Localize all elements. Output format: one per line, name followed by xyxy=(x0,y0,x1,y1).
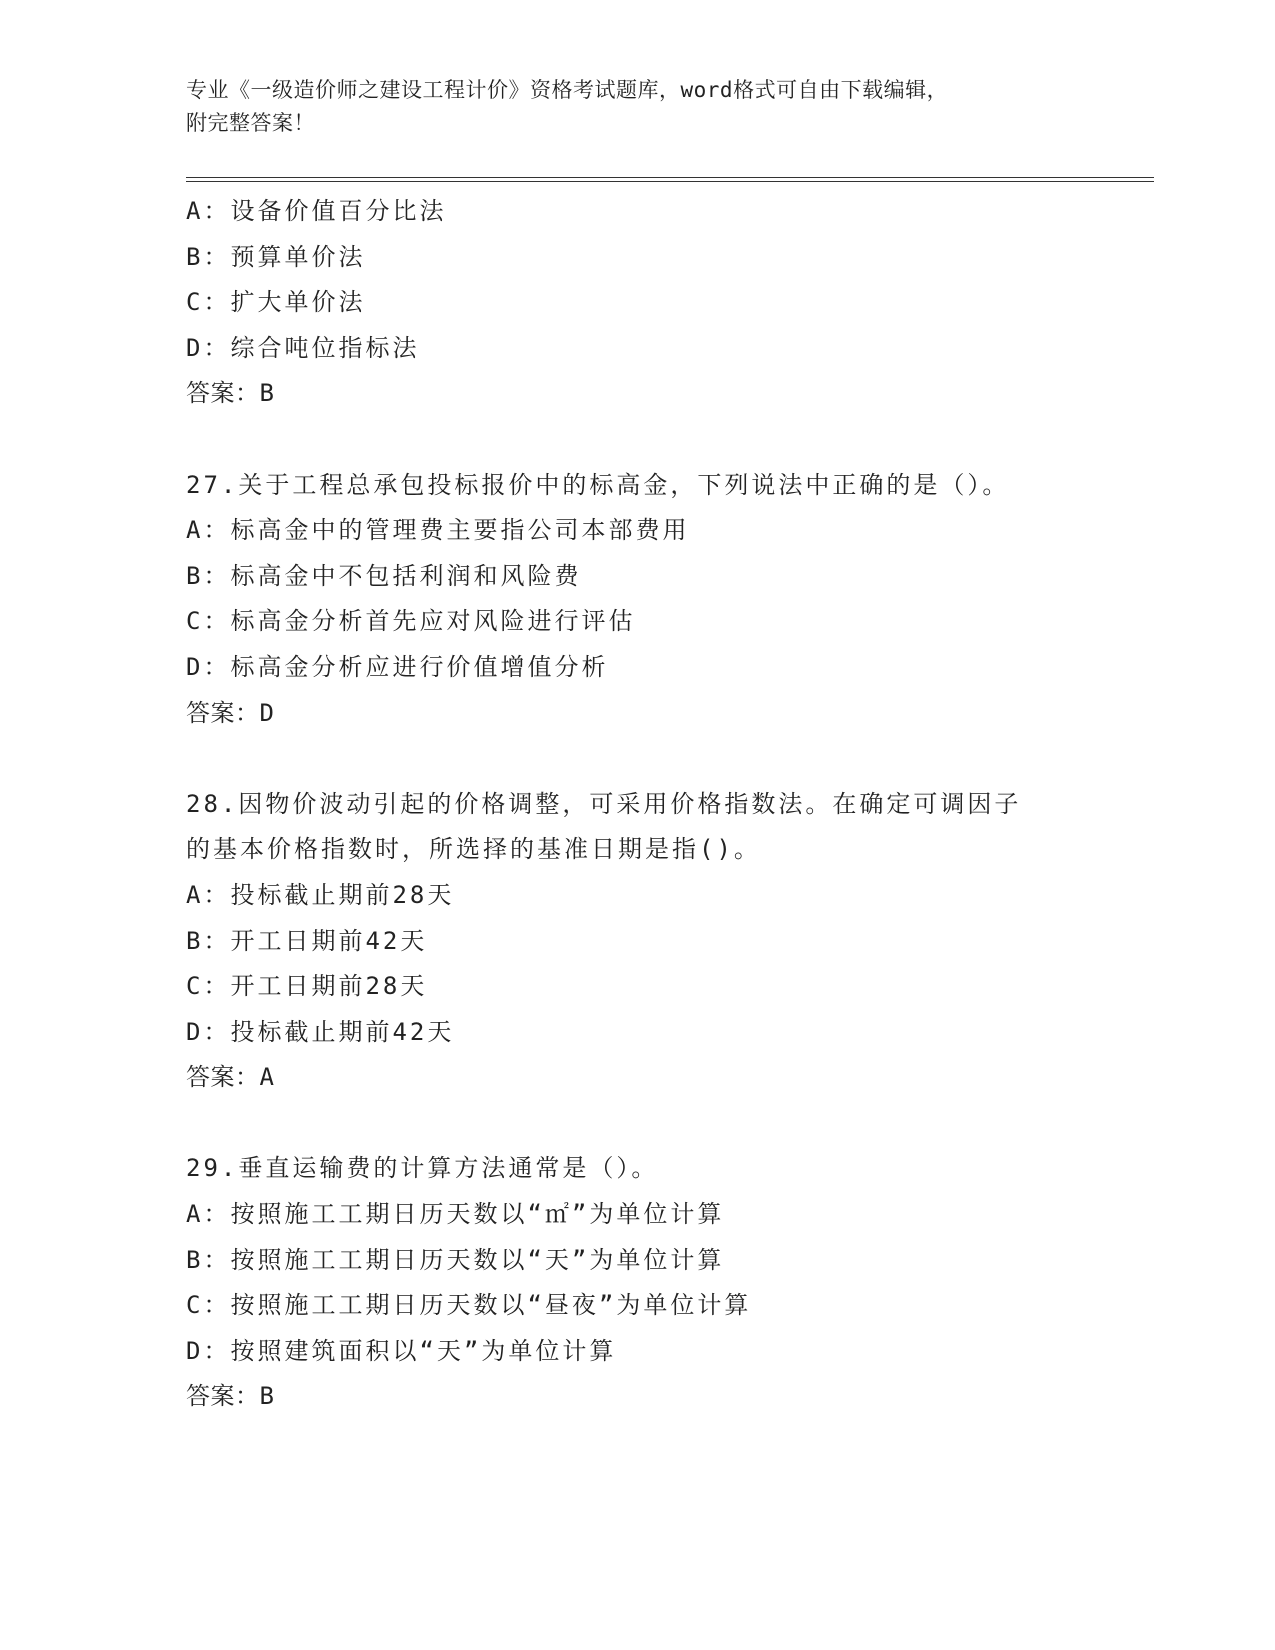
question-text: 29.垂直运输费的计算方法通常是（）。 xyxy=(186,1154,659,1183)
answer-line: 答案：A xyxy=(186,1063,275,1092)
block-spacer xyxy=(186,1101,1146,1147)
option-c: C：标高金分析首先应对风险进行评估 xyxy=(186,607,636,636)
question-block xyxy=(186,1146,1146,1420)
option-a: A：按照施工工期日历天数以“㎡”为单位计算 xyxy=(186,1200,725,1229)
header-line-1: 专业《一级造价师之建设工程计价》资格考试题库，word格式可自由下载编辑， xyxy=(186,78,949,102)
question-block xyxy=(186,782,1146,1101)
answer-line: 答案：B xyxy=(186,379,275,408)
option-c: C：扩大单价法 xyxy=(186,288,366,317)
option-d: D：综合吨位指标法 xyxy=(186,333,420,362)
option-a: A：投标截止期前28天 xyxy=(186,880,455,909)
option-b: B：标高金中不包括利润和风险费 xyxy=(186,561,582,590)
block-spacer xyxy=(186,736,1146,782)
option-c: C：开工日期前28天 xyxy=(186,972,428,1001)
option-d: D：标高金分析应进行价值增值分析 xyxy=(186,652,609,681)
option-d: D：投标截止期前42天 xyxy=(186,1017,455,1046)
option-b: B：预算单价法 xyxy=(186,242,366,271)
option-d: D：按照建筑面积以“天”为单位计算 xyxy=(186,1336,617,1365)
question-text: 27.关于工程总承包投标报价中的标高金，下列说法中正确的是（）。 xyxy=(186,470,1010,499)
header-divider xyxy=(186,177,1154,182)
question-list xyxy=(186,189,1146,1420)
question-text-continued: 的基本价格指数时，所选择的基准日期是指()。 xyxy=(186,835,761,864)
question-block xyxy=(186,189,1146,417)
question-block xyxy=(186,463,1146,737)
option-a: A：设备价值百分比法 xyxy=(186,197,447,225)
document-header xyxy=(186,74,1086,140)
answer-line: 答案：D xyxy=(186,698,275,727)
option-b: B：按照施工工期日历天数以“天”为单位计算 xyxy=(186,1245,725,1274)
block-spacer xyxy=(186,417,1146,463)
option-a: A：标高金中的管理费主要指公司本部费用 xyxy=(186,516,690,545)
option-b: B：开工日期前42天 xyxy=(186,926,428,955)
question-text: 28.因物价波动引起的价格调整，可采用价格指数法。在确定可调因子 xyxy=(186,789,1022,818)
option-c: C：按照施工工期日历天数以“昼夜”为单位计算 xyxy=(186,1291,752,1320)
header-line-2: 附完整答案！ xyxy=(186,111,315,135)
answer-line: 答案：B xyxy=(186,1382,275,1411)
